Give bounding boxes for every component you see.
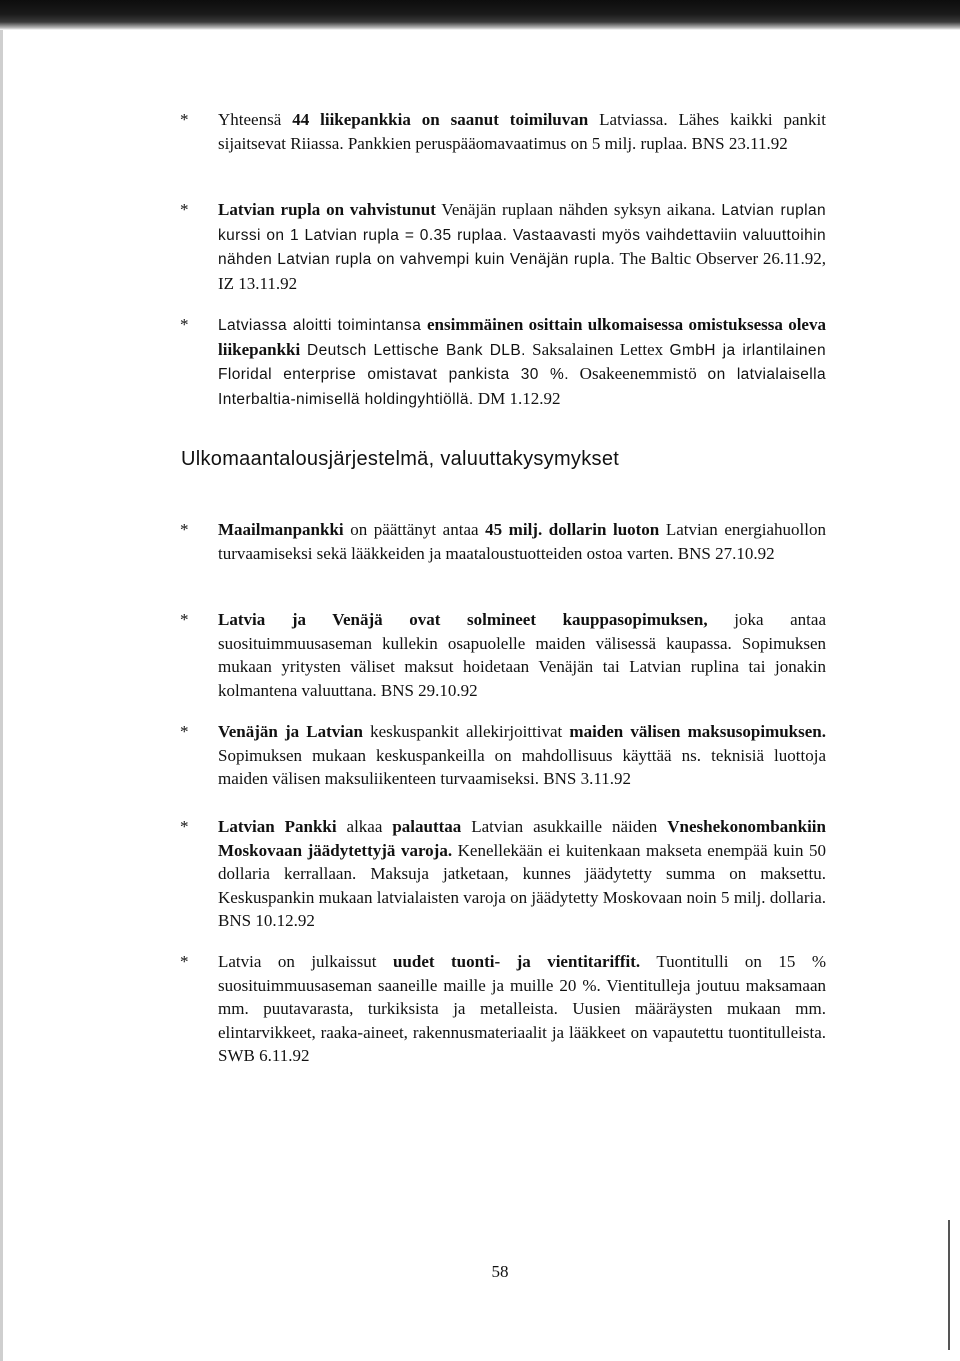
body-text: on latvialaisella Interbaltia-nimisellä holdingyhtiöllä. bbox=[218, 366, 826, 408]
news-item-text bbox=[218, 720, 826, 791]
body-text: joka antaa suosituimmuusaseman kullekin osapuolelle maiden välisessä kaupassa. Sopimuksen mukaan yritysten väliset maksut hoidetaan Venäjän tai Latvian ruplina tai jonakin kolmantena valuuttana. BNS 29.10.92 bbox=[218, 610, 826, 700]
body-text: Latviassa aloitti toimintansa bbox=[218, 317, 427, 334]
body-text: Yhteensä bbox=[218, 110, 293, 129]
body-text: Latvian energiahuollon turvaamiseksi sekä lääkkeiden ja maataloustuotteiden ostoa varten. BNS 27.10.92 bbox=[218, 520, 826, 563]
body-text: DM 1.12.92 bbox=[473, 388, 561, 408]
news-item-text bbox=[218, 313, 826, 411]
body-text: Osakeenemmistö bbox=[568, 364, 708, 383]
bullet-asterisk: * bbox=[180, 520, 189, 539]
body-text: Kenellekään ei kuitenkaan makseta enempää kuin 50 dollaria kerrallaan. Maksuja jatketaan, kunnes jäädytetty summa on maksettu. Keskuspankin mukaan latvialaisten varoja on jäädytetty Moskovaan noin 5 milj. dollaria. BNS 10.12.92 bbox=[218, 840, 826, 930]
body-text: Latviassa. Lähes kaikki pankit sijaitsevat Riiassa. Pankkien peruspääomavaatimus on 5 milj. ruplaa. BNS 23.11.92 bbox=[218, 110, 826, 153]
emphasis-text: maiden välisen maksusopimuksen. bbox=[569, 722, 827, 741]
news-item bbox=[180, 608, 826, 702]
emphasis-text: 44 liikepankkia on saanut toimiluvan bbox=[292, 110, 589, 129]
body-text: Tuontitulli on 15 % suosituimmuusaseman saaneille maille ja muille 20 %. Vientitulleja joutuu maksamaan mm. puutavarasta, turkiksista ja metalleista. Uusien määräysten mukaan mm. elintarvikkeet, raaka-aineet, rakennusmateriaalit ja lääkkeet on vapautettu tuontitulleista. SWB 6.11.92 bbox=[218, 952, 826, 1065]
emphasis-text: palauttaa bbox=[392, 817, 462, 836]
news-item bbox=[180, 198, 826, 295]
news-item bbox=[180, 815, 826, 933]
body-text: GmbH ja irlantilainen Floridal enterprise omistavat pankista 30 %. bbox=[218, 341, 826, 383]
body-text: Latvian ruplan kurssi on 1 Latvian rupla = 0.35 ruplaa. Vastaavasti myös vaihdettaviin valuuttoihin nähden Latvian rupla on vahvempi kuin Venäjän rupla. bbox=[218, 202, 826, 268]
bullet-asterisk: * bbox=[180, 200, 189, 219]
section-heading: Ulkomaantalousjärjestelmä, valuuttakysymykset bbox=[181, 448, 620, 470]
emphasis-text: uudet tuonti- ja vientitariffit. bbox=[392, 952, 641, 971]
body-text: alkaa bbox=[336, 817, 393, 836]
news-item bbox=[180, 313, 826, 411]
body-text: Sopimuksen mukaan keskuspankeilla on mahdollisuus käyttää ns. teknisiä luottoja maiden välisen maksuliikenteen turvaamiseksi. BNS 3.11.92 bbox=[218, 745, 826, 788]
bullet-asterisk: * bbox=[180, 110, 189, 129]
body-text: Latvian asukkaille näiden bbox=[461, 817, 668, 836]
news-item bbox=[180, 108, 826, 155]
bullet-asterisk: * bbox=[180, 315, 189, 334]
scan-right-edge-mark bbox=[948, 1220, 950, 1350]
emphasis-text: 45 milj. dollarin luoton bbox=[485, 520, 660, 539]
body-text: on päättänyt antaa bbox=[343, 520, 486, 539]
news-item-text bbox=[218, 198, 826, 295]
emphasis-text: Latvian Pankki bbox=[218, 817, 337, 836]
emphasis-text: Vneshekonombankiin Moskovaan jäädytettyjä varoja. bbox=[218, 817, 826, 860]
news-item-text bbox=[218, 815, 826, 933]
emphasis-text: Venäjän ja Latvian bbox=[218, 722, 363, 741]
emphasis-text: Latvian rupla on vahvistunut bbox=[218, 200, 436, 219]
bullet-asterisk: * bbox=[180, 722, 189, 741]
body-text: Saksalainen Lettex bbox=[525, 339, 670, 359]
body-text: The Baltic Observer 26.11.92, IZ 13.11.92 bbox=[218, 249, 826, 293]
body-text: Deutsch Lettische Bank DLB. bbox=[300, 341, 526, 359]
body-text: keskuspankit allekirjoittivat bbox=[362, 722, 570, 741]
emphasis-text: ensimmäinen osittain ulkomaisessa omistuksessa oleva liikepankki bbox=[218, 315, 826, 359]
news-item bbox=[180, 720, 827, 791]
news-item-text bbox=[218, 108, 826, 155]
news-item-text bbox=[218, 950, 826, 1068]
scan-left-edge bbox=[0, 30, 3, 1361]
news-item bbox=[180, 950, 826, 1068]
bullet-asterisk: * bbox=[180, 817, 189, 836]
bullet-asterisk: * bbox=[180, 952, 189, 971]
emphasis-text: Latvia ja Venäjä ovat solmineet kauppasopimuksen, bbox=[218, 610, 708, 629]
news-item-text bbox=[218, 518, 826, 565]
scan-top-border bbox=[0, 0, 960, 30]
emphasis-text: Maailmanpankki bbox=[218, 520, 344, 539]
news-item bbox=[180, 518, 826, 565]
page-number: 58 bbox=[491, 1262, 509, 1281]
bullet-asterisk: * bbox=[180, 610, 189, 629]
body-text: Latvia on julkaissut bbox=[218, 952, 393, 971]
news-item-text bbox=[218, 608, 826, 702]
body-text: Venäjän ruplaan nähden syksyn aikana. bbox=[435, 200, 722, 219]
